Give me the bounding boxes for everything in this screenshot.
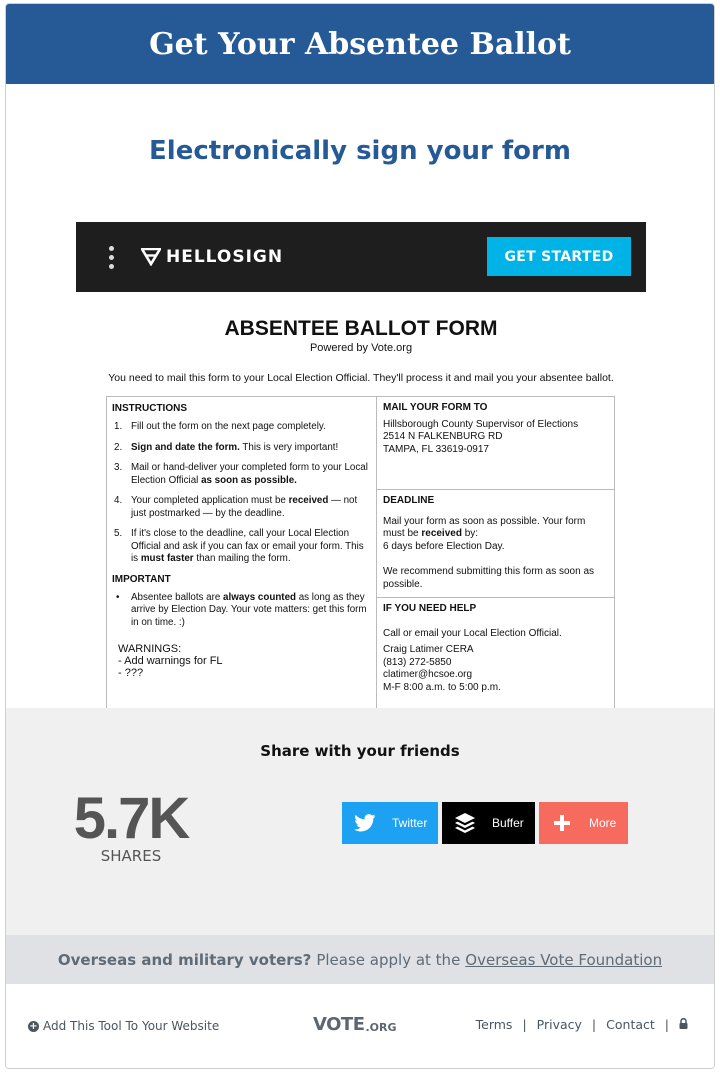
list-item: 5. If it's close to the deadline, call your Local Election Official and ask if you can fax or email your form. This is must faster than mailing the form.: [114, 528, 364, 564]
share-title: Share with your friends: [260, 742, 460, 760]
help-name: Craig Latimer CERA: [383, 644, 474, 655]
page-title: Get Your Absentee Ballot: [149, 26, 571, 62]
add-tool-link[interactable]: [28, 1019, 219, 1033]
help-hours: M-F 8:00 a.m. to 5:00 p.m.: [383, 681, 501, 693]
share-count-number: 5.7K: [73, 786, 189, 851]
footer-separator: |: [664, 1017, 669, 1032]
help-email: clatimer@hcsoe.org: [383, 669, 473, 680]
footer: [6, 984, 714, 1069]
contact-link[interactable]: Contact: [606, 1017, 655, 1032]
hellosign-toolbar: [76, 222, 646, 292]
list-item: 4. Your completed application must be received — not just postmarked — by the deadline.: [114, 495, 358, 519]
overseas-text: Please apply at the: [316, 950, 461, 969]
get-started-button[interactable]: GET STARTED: [487, 237, 631, 276]
mail-line: Hillsborough County Supervisor of Elections: [383, 418, 579, 430]
footer-separator: |: [591, 1017, 597, 1032]
vote-org-logo[interactable]: [313, 1014, 397, 1035]
mail-line: 2514 N FALKENBURG RD: [383, 431, 503, 442]
overseas-bold: Overseas and military voters?: [57, 950, 312, 969]
help-heading: IF YOU NEED HELP: [383, 603, 477, 614]
deadline-section: [377, 490, 615, 598]
buffer-share-button[interactable]: [442, 802, 535, 844]
deadline-note: We recommend submitting this form as soon as possible.: [383, 566, 595, 590]
privacy-link[interactable]: Privacy: [536, 1017, 582, 1032]
details-column: [377, 397, 615, 708]
important-heading: IMPORTANT: [112, 573, 171, 585]
form-table: [106, 396, 615, 708]
list-item: 2. Sign and date the form. This is very important!: [114, 441, 339, 453]
help-phone: (813) 272-5850: [383, 656, 452, 668]
share-section: [6, 708, 714, 935]
twitter-label: Twitter: [392, 816, 428, 830]
form-intro: You need to mail this form to your Local Election Official. They'll process it and mail you your absentee ballot.: [108, 372, 614, 384]
overseas-banner: [6, 935, 714, 984]
list-item: 1. Fill out the form on the next page completely.: [114, 421, 326, 432]
mail-line: TAMPA, FL 33619-0917: [383, 443, 489, 455]
more-share-button[interactable]: [539, 802, 628, 844]
share-count-label: SHARES: [100, 847, 162, 865]
list-item: • Absentee ballots are always counted as long as they arrive by Election Day. Your vote matters: get this form in on time. :): [116, 591, 367, 628]
hellosign-logo: [141, 247, 283, 267]
lock-icon[interactable]: [679, 1017, 688, 1032]
deadline-heading: DEADLINE: [383, 495, 435, 506]
form-powered-by: Powered by Vote.org: [309, 342, 413, 354]
help-section: [377, 598, 615, 699]
hellosign-brand: HELLOSIGN: [166, 247, 284, 267]
buffer-icon: [454, 812, 476, 834]
list-item: 3. Mail or hand-deliver your completed form to your Local Election Official as soon as possible.: [114, 462, 368, 486]
logo-sub: .ORG: [365, 1020, 397, 1034]
overseas-vote-foundation-link[interactable]: Overseas Vote Foundation: [465, 950, 663, 969]
share-count: [66, 786, 196, 865]
footer-separator: |: [522, 1017, 527, 1032]
important-list: [112, 592, 371, 630]
plus-icon: [551, 812, 573, 834]
twitter-icon: [354, 812, 376, 834]
footer-links: [476, 1017, 688, 1032]
more-label: More: [589, 816, 617, 830]
logo-main: VOTE: [313, 1014, 365, 1035]
deadline-when: 6 days before Election Day.: [383, 540, 505, 552]
add-tool-label: Add This Tool To Your Website: [43, 1019, 220, 1033]
plus-circle-icon: +: [29, 1020, 38, 1032]
warnings-line: - Add warnings for FL: [118, 655, 223, 667]
hellosign-logo-icon: [141, 248, 161, 266]
page-frame: [5, 3, 715, 1069]
header-bar: [6, 4, 714, 84]
section-subtitle: Electronically sign your form: [149, 136, 571, 166]
form-title: ABSENTEE BALLOT FORM: [224, 317, 498, 340]
mail-heading: MAIL YOUR FORM TO: [383, 402, 488, 413]
buffer-label: Buffer: [492, 816, 524, 830]
kebab-menu-icon[interactable]: [109, 246, 115, 269]
terms-link[interactable]: Terms: [475, 1017, 513, 1032]
instructions-column: [107, 397, 377, 708]
instructions-list: [112, 421, 371, 566]
warnings-line: - ???: [118, 667, 144, 679]
instructions-heading: INSTRUCTIONS: [112, 403, 187, 414]
ballot-form-preview[interactable]: [76, 292, 646, 708]
help-text: Call or email your Local Election Official.: [383, 627, 562, 639]
mail-section: [377, 397, 615, 490]
twitter-share-button[interactable]: [342, 802, 438, 844]
deadline-text: Mail your form as soon as possible. Your form must be received by:: [383, 515, 586, 539]
warnings-label: WARNINGS:: [118, 643, 182, 655]
